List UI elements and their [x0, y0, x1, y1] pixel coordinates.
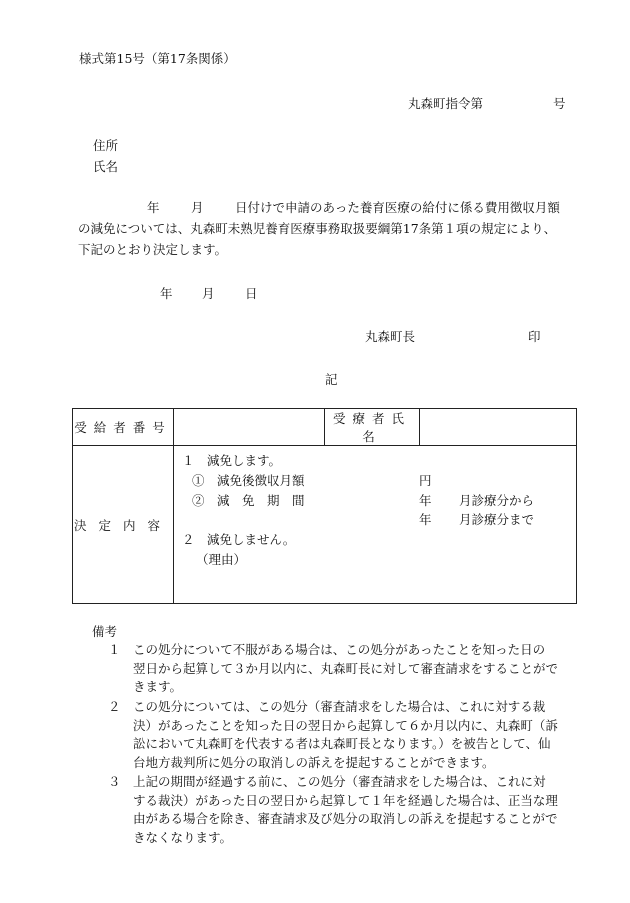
- signer-title: 丸森町長: [365, 329, 416, 344]
- item-reduce: １ 減免します。: [182, 453, 282, 468]
- note-line: する裁決）があった日の翌日から起算して１年を経過した場合は、正当な理: [133, 792, 558, 808]
- note-number: １: [108, 642, 121, 657]
- recipient-number-label: 受給者番号: [73, 409, 174, 446]
- body-line1-rest: 日付けで申請のあった養育医療の給付に係る費用徴収月額: [235, 200, 560, 215]
- note-line: 決）があったことを知った日の翌日から起算して６か月以内に、丸森町（訴: [133, 717, 558, 733]
- period-from-year: 年: [419, 493, 432, 508]
- note-number: ２: [108, 699, 121, 714]
- address-label: 住所: [93, 138, 119, 153]
- decision-table: [72, 408, 577, 604]
- order-number-suffix: 号: [553, 96, 566, 111]
- body-paragraph: [78, 197, 578, 260]
- item-no-reduce: ２ 減免しません。: [182, 532, 296, 547]
- form-number: 様式第15号（第17条関係）: [79, 51, 236, 66]
- date-year: 年: [160, 286, 173, 301]
- note-line: 上記の期間が経過する前に、この処分（審査請求をした場合は、これに対: [133, 774, 546, 789]
- note-line: 台地方裁判所に処分の取消しの訴えを提起することができます。: [133, 754, 495, 770]
- patient-name-value: [420, 409, 577, 446]
- period-to-year: 年: [419, 512, 432, 527]
- date-day: 日: [245, 286, 258, 301]
- item-monthly-amount-label: ① 減免後徴収月額: [192, 473, 305, 488]
- note-line: 訟において丸森町を代表する者は丸森町長となります。）を被告として、仙: [133, 736, 551, 751]
- period-to-text: 月診療分まで: [459, 512, 535, 527]
- seal-mark: 印: [528, 329, 541, 344]
- note-line: 由がある場合を除き、審査請求及び処分の取消しの訴えを提起することがで: [133, 811, 558, 826]
- yen-unit: 円: [419, 473, 432, 488]
- note-line: 翌日から起算して３か月以内に、丸森町長に対して審査請求をすることがで: [133, 660, 559, 676]
- order-number-prefix: 丸森町指令第: [408, 96, 484, 111]
- note-item: [108, 698, 578, 772]
- body-month: 月: [191, 200, 204, 215]
- reason-label: （理由）: [196, 552, 247, 567]
- note-line: きます。: [133, 679, 183, 694]
- note-line: この処分については、この処分（審査請求をした場合は、これに対する裁: [133, 699, 546, 714]
- decision-content: [174, 446, 577, 604]
- period-from-text: 月診療分から: [459, 493, 535, 508]
- decision-label: 決定内容: [73, 446, 174, 604]
- recipient-number-value: [174, 409, 325, 446]
- note-number: ３: [108, 774, 121, 789]
- body-line3: 下記のとおり決定します。: [78, 242, 228, 257]
- body-line2: の減免については、丸森町未熟児養育医療事務取扱要綱第17条第１項の規定により、: [78, 221, 557, 236]
- body-year: 年: [147, 200, 160, 215]
- notes-title: 備考: [92, 624, 118, 639]
- note-line: この処分について不服がある場合は、この処分があったことを知った日の: [133, 642, 546, 657]
- item-period-label: ② 減 免 期 間: [192, 493, 305, 508]
- name-label: 氏名: [93, 159, 119, 174]
- date-month: 月: [202, 286, 215, 301]
- patient-name-label: 受療者氏名: [325, 409, 420, 446]
- note-item: [108, 641, 578, 697]
- ki-heading: 記: [325, 372, 338, 387]
- note-item: [108, 773, 578, 847]
- note-line: きなくなります。: [133, 829, 233, 845]
